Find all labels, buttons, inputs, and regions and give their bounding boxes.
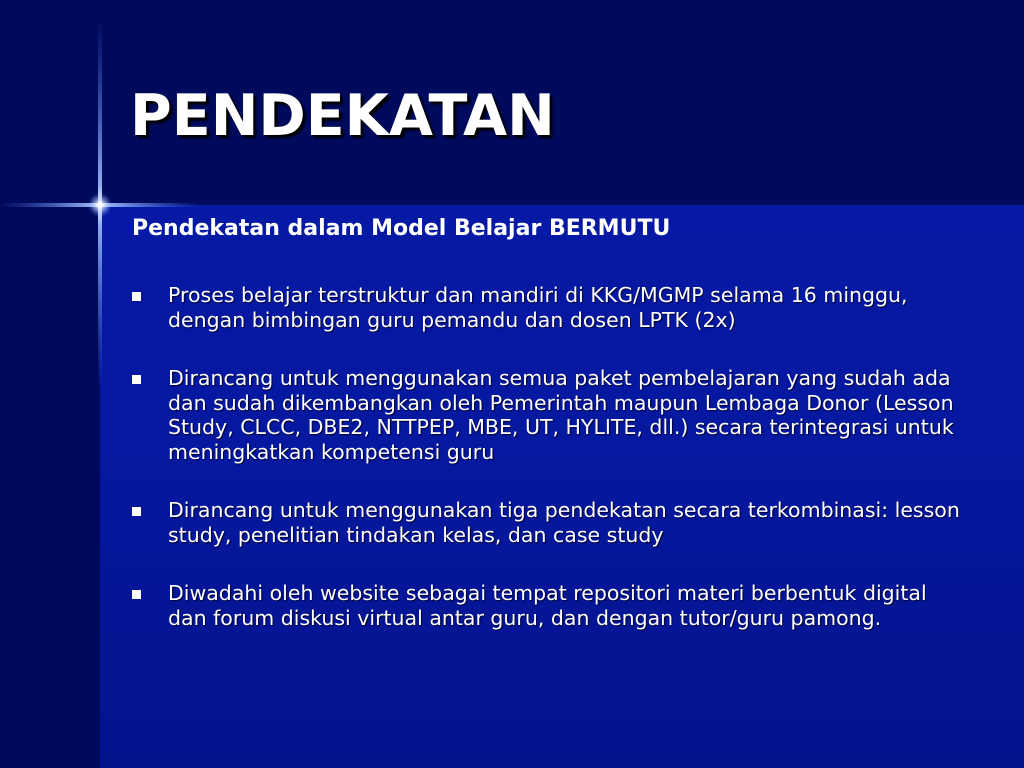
bullet-text: Dirancang untuk menggunakan semua paket pembelajaran yang sudah ada dan sudah dikembangkan oleh Pemerintah maupun Lembaga Donor (Lesson Study, CLCC, DBE2, NTTPEP, MBE, UT, HYLITE, dll.) secara terintegrasi untuk meningkatkan kompetensi guru (168, 366, 954, 464)
square-bullet-icon (132, 507, 141, 516)
bullet-text: Proses belajar terstruktur dan mandiri di KKG/MGMP selama 16 minggu, dengan bimbingan guru pemandu dan dosen LPTK (2x) (168, 283, 908, 332)
bullet-item (130, 498, 970, 547)
bullet-item (130, 581, 970, 630)
bullet-list (130, 283, 970, 664)
square-bullet-icon (132, 590, 141, 599)
slide-subtitle: Pendekatan dalam Model Belajar BERMUTU (132, 216, 671, 241)
square-bullet-icon (132, 292, 141, 301)
slide-title: PENDEKATAN (130, 83, 555, 149)
bullet-item (130, 366, 970, 464)
bullet-text: Diwadahi oleh website sebagai tempat repositori materi berbentuk digital dan forum diskusi virtual antar guru, dan dengan tutor/guru pamong. (168, 581, 927, 630)
left-panel (0, 205, 100, 768)
bullet-text: Dirancang untuk menggunakan tiga pendekatan secara terkombinasi: lesson study, penelitian tindakan kelas, dan case study (168, 498, 960, 547)
square-bullet-icon (132, 375, 141, 384)
bullet-item (130, 283, 970, 332)
